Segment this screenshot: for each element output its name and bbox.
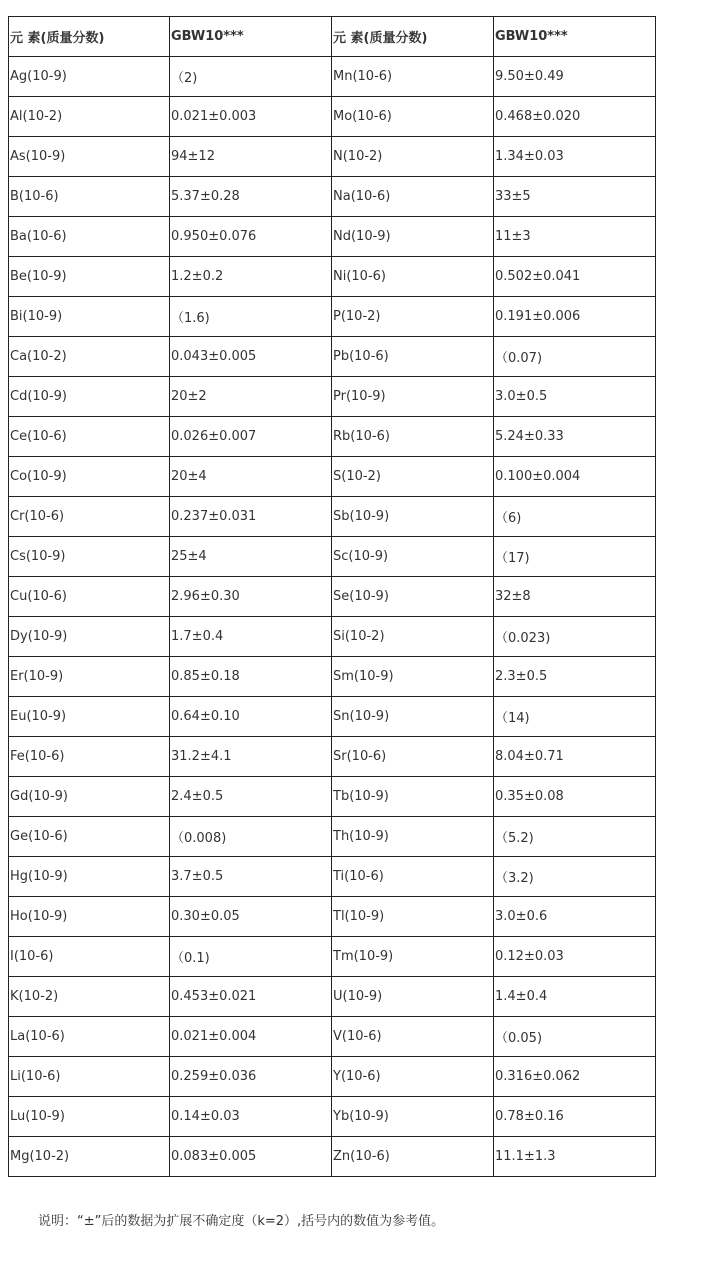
table-row xyxy=(9,337,656,377)
element-value-right: 9.50±0.49 xyxy=(494,57,656,97)
table-row xyxy=(9,1137,656,1177)
element-value-left: 0.85±0.18 xyxy=(170,657,332,697)
element-name-left: Lu(10-9) xyxy=(9,1097,170,1137)
element-name-right: Pr(10-9) xyxy=(332,377,494,417)
element-name-right: Sb(10-9) xyxy=(332,497,494,537)
element-name-left: Cs(10-9) xyxy=(9,537,170,577)
element-value-left: （0.1) xyxy=(170,937,332,977)
table-row xyxy=(9,577,656,617)
element-value-right: 0.468±0.020 xyxy=(494,97,656,137)
element-name-right: Sm(10-9) xyxy=(332,657,494,697)
element-value-right: （3.2) xyxy=(494,857,656,897)
element-name-right: U(10-9) xyxy=(332,977,494,1017)
element-value-left: 1.7±0.4 xyxy=(170,617,332,657)
element-name-left: Fe(10-6) xyxy=(9,737,170,777)
table-row xyxy=(9,177,656,217)
element-value-right: （14) xyxy=(494,697,656,737)
element-value-left: 94±12 xyxy=(170,137,332,177)
element-name-right: N(10-2) xyxy=(332,137,494,177)
table-row xyxy=(9,97,656,137)
element-value-left: 25±4 xyxy=(170,537,332,577)
header-element-right: 元 素(质量分数) xyxy=(332,17,494,57)
table-row xyxy=(9,857,656,897)
element-name-right: Y(10-6) xyxy=(332,1057,494,1097)
element-name-left: Ho(10-9) xyxy=(9,897,170,937)
element-name-right: Sr(10-6) xyxy=(332,737,494,777)
element-value-left: 3.7±0.5 xyxy=(170,857,332,897)
element-name-left: Cr(10-6) xyxy=(9,497,170,537)
element-name-right: S(10-2) xyxy=(332,457,494,497)
element-value-right: 11.1±1.3 xyxy=(494,1137,656,1177)
element-value-left: 0.083±0.005 xyxy=(170,1137,332,1177)
element-value-left: 20±2 xyxy=(170,377,332,417)
element-value-left: （2) xyxy=(170,57,332,97)
element-name-left: Ag(10-9) xyxy=(9,57,170,97)
element-name-right: Mn(10-6) xyxy=(332,57,494,97)
element-name-right: Si(10-2) xyxy=(332,617,494,657)
element-name-right: Se(10-9) xyxy=(332,577,494,617)
element-value-left: 0.30±0.05 xyxy=(170,897,332,937)
element-value-left: 0.64±0.10 xyxy=(170,697,332,737)
element-value-right: 0.78±0.16 xyxy=(494,1097,656,1137)
element-name-right: Ti(10-6) xyxy=(332,857,494,897)
element-name-right: V(10-6) xyxy=(332,1017,494,1057)
element-value-left: 0.950±0.076 xyxy=(170,217,332,257)
element-value-right: 2.3±0.5 xyxy=(494,657,656,697)
element-name-right: Ni(10-6) xyxy=(332,257,494,297)
element-name-left: K(10-2) xyxy=(9,977,170,1017)
element-value-left: 0.026±0.007 xyxy=(170,417,332,457)
element-value-left: 1.2±0.2 xyxy=(170,257,332,297)
element-value-right: 11±3 xyxy=(494,217,656,257)
table-row xyxy=(9,937,656,977)
element-name-left: Mg(10-2) xyxy=(9,1137,170,1177)
element-name-left: Eu(10-9) xyxy=(9,697,170,737)
element-value-left: 0.259±0.036 xyxy=(170,1057,332,1097)
element-name-left: Er(10-9) xyxy=(9,657,170,697)
table-row xyxy=(9,977,656,1017)
table-row xyxy=(9,697,656,737)
element-name-left: Cu(10-6) xyxy=(9,577,170,617)
table-row xyxy=(9,617,656,657)
element-name-right: P(10-2) xyxy=(332,297,494,337)
element-name-right: Zn(10-6) xyxy=(332,1137,494,1177)
element-value-right: （17) xyxy=(494,537,656,577)
element-name-left: Ce(10-6) xyxy=(9,417,170,457)
table-row xyxy=(9,497,656,537)
table-row xyxy=(9,537,656,577)
element-value-left: 0.021±0.004 xyxy=(170,1017,332,1057)
element-value-right: 8.04±0.71 xyxy=(494,737,656,777)
element-value-right: 33±5 xyxy=(494,177,656,217)
element-name-left: Ca(10-2) xyxy=(9,337,170,377)
element-name-left: Co(10-9) xyxy=(9,457,170,497)
element-value-right: 0.191±0.006 xyxy=(494,297,656,337)
element-name-left: Be(10-9) xyxy=(9,257,170,297)
certified-values-table xyxy=(8,16,656,1177)
element-name-left: Gd(10-9) xyxy=(9,777,170,817)
table-row xyxy=(9,737,656,777)
element-name-left: As(10-9) xyxy=(9,137,170,177)
element-name-right: Th(10-9) xyxy=(332,817,494,857)
table-body xyxy=(9,57,656,1177)
element-value-left: 0.14±0.03 xyxy=(170,1097,332,1137)
header-value-left: GBW10*** xyxy=(170,17,332,57)
table-row xyxy=(9,217,656,257)
element-name-left: B(10-6) xyxy=(9,177,170,217)
element-name-right: Na(10-6) xyxy=(332,177,494,217)
table-row xyxy=(9,1097,656,1137)
element-name-left: Cd(10-9) xyxy=(9,377,170,417)
element-name-left: Dy(10-9) xyxy=(9,617,170,657)
element-name-right: Mo(10-6) xyxy=(332,97,494,137)
element-name-left: I(10-6) xyxy=(9,937,170,977)
table-row xyxy=(9,777,656,817)
element-value-right: 5.24±0.33 xyxy=(494,417,656,457)
table-row xyxy=(9,457,656,497)
element-value-left: （0.008) xyxy=(170,817,332,857)
element-value-left: 0.043±0.005 xyxy=(170,337,332,377)
element-value-right: 0.316±0.062 xyxy=(494,1057,656,1097)
element-name-right: Yb(10-9) xyxy=(332,1097,494,1137)
element-name-right: Rb(10-6) xyxy=(332,417,494,457)
table-header-row xyxy=(9,17,656,57)
element-name-left: Ba(10-6) xyxy=(9,217,170,257)
element-value-right: 1.4±0.4 xyxy=(494,977,656,1017)
element-value-left: 20±4 xyxy=(170,457,332,497)
table-row xyxy=(9,377,656,417)
element-name-left: Li(10-6) xyxy=(9,1057,170,1097)
element-name-left: La(10-6) xyxy=(9,1017,170,1057)
table-row xyxy=(9,137,656,177)
element-value-left: 0.237±0.031 xyxy=(170,497,332,537)
element-name-right: Tl(10-9) xyxy=(332,897,494,937)
header-element-left: 元 素(质量分数) xyxy=(9,17,170,57)
element-value-right: 0.35±0.08 xyxy=(494,777,656,817)
element-name-left: Al(10-2) xyxy=(9,97,170,137)
table-row xyxy=(9,817,656,857)
element-value-right: （0.07) xyxy=(494,337,656,377)
element-value-right: （6) xyxy=(494,497,656,537)
element-name-right: Sn(10-9) xyxy=(332,697,494,737)
element-name-left: Bi(10-9) xyxy=(9,297,170,337)
element-value-right: 1.34±0.03 xyxy=(494,137,656,177)
table-row xyxy=(9,257,656,297)
element-value-left: 31.2±4.1 xyxy=(170,737,332,777)
element-value-right: （0.023) xyxy=(494,617,656,657)
element-name-left: Hg(10-9) xyxy=(9,857,170,897)
header-value-right: GBW10*** xyxy=(494,17,656,57)
element-name-right: Tm(10-9) xyxy=(332,937,494,977)
element-value-right: （0.05) xyxy=(494,1017,656,1057)
element-name-right: Pb(10-6) xyxy=(332,337,494,377)
table-row xyxy=(9,417,656,457)
element-value-left: 2.4±0.5 xyxy=(170,777,332,817)
element-value-left: 0.021±0.003 xyxy=(170,97,332,137)
element-value-right: 32±8 xyxy=(494,577,656,617)
table-row xyxy=(9,1017,656,1057)
table-row xyxy=(9,297,656,337)
element-name-left: Ge(10-6) xyxy=(9,817,170,857)
element-value-right: 0.502±0.041 xyxy=(494,257,656,297)
element-value-left: 2.96±0.30 xyxy=(170,577,332,617)
element-name-right: Tb(10-9) xyxy=(332,777,494,817)
element-name-right: Sc(10-9) xyxy=(332,537,494,577)
table-footnote: 说明：“±”后的数据为扩展不确定度（k=2）,括号内的数值为参考值。 xyxy=(38,1214,445,1229)
table-row xyxy=(9,657,656,697)
table-row xyxy=(9,897,656,937)
element-value-left: 0.453±0.021 xyxy=(170,977,332,1017)
element-value-left: 5.37±0.28 xyxy=(170,177,332,217)
table-row xyxy=(9,57,656,97)
element-value-right: 0.12±0.03 xyxy=(494,937,656,977)
element-name-right: Nd(10-9) xyxy=(332,217,494,257)
element-value-right: 3.0±0.5 xyxy=(494,377,656,417)
element-value-right: （5.2) xyxy=(494,817,656,857)
element-value-right: 0.100±0.004 xyxy=(494,457,656,497)
element-value-left: （1.6) xyxy=(170,297,332,337)
element-value-right: 3.0±0.6 xyxy=(494,897,656,937)
table-row xyxy=(9,1057,656,1097)
